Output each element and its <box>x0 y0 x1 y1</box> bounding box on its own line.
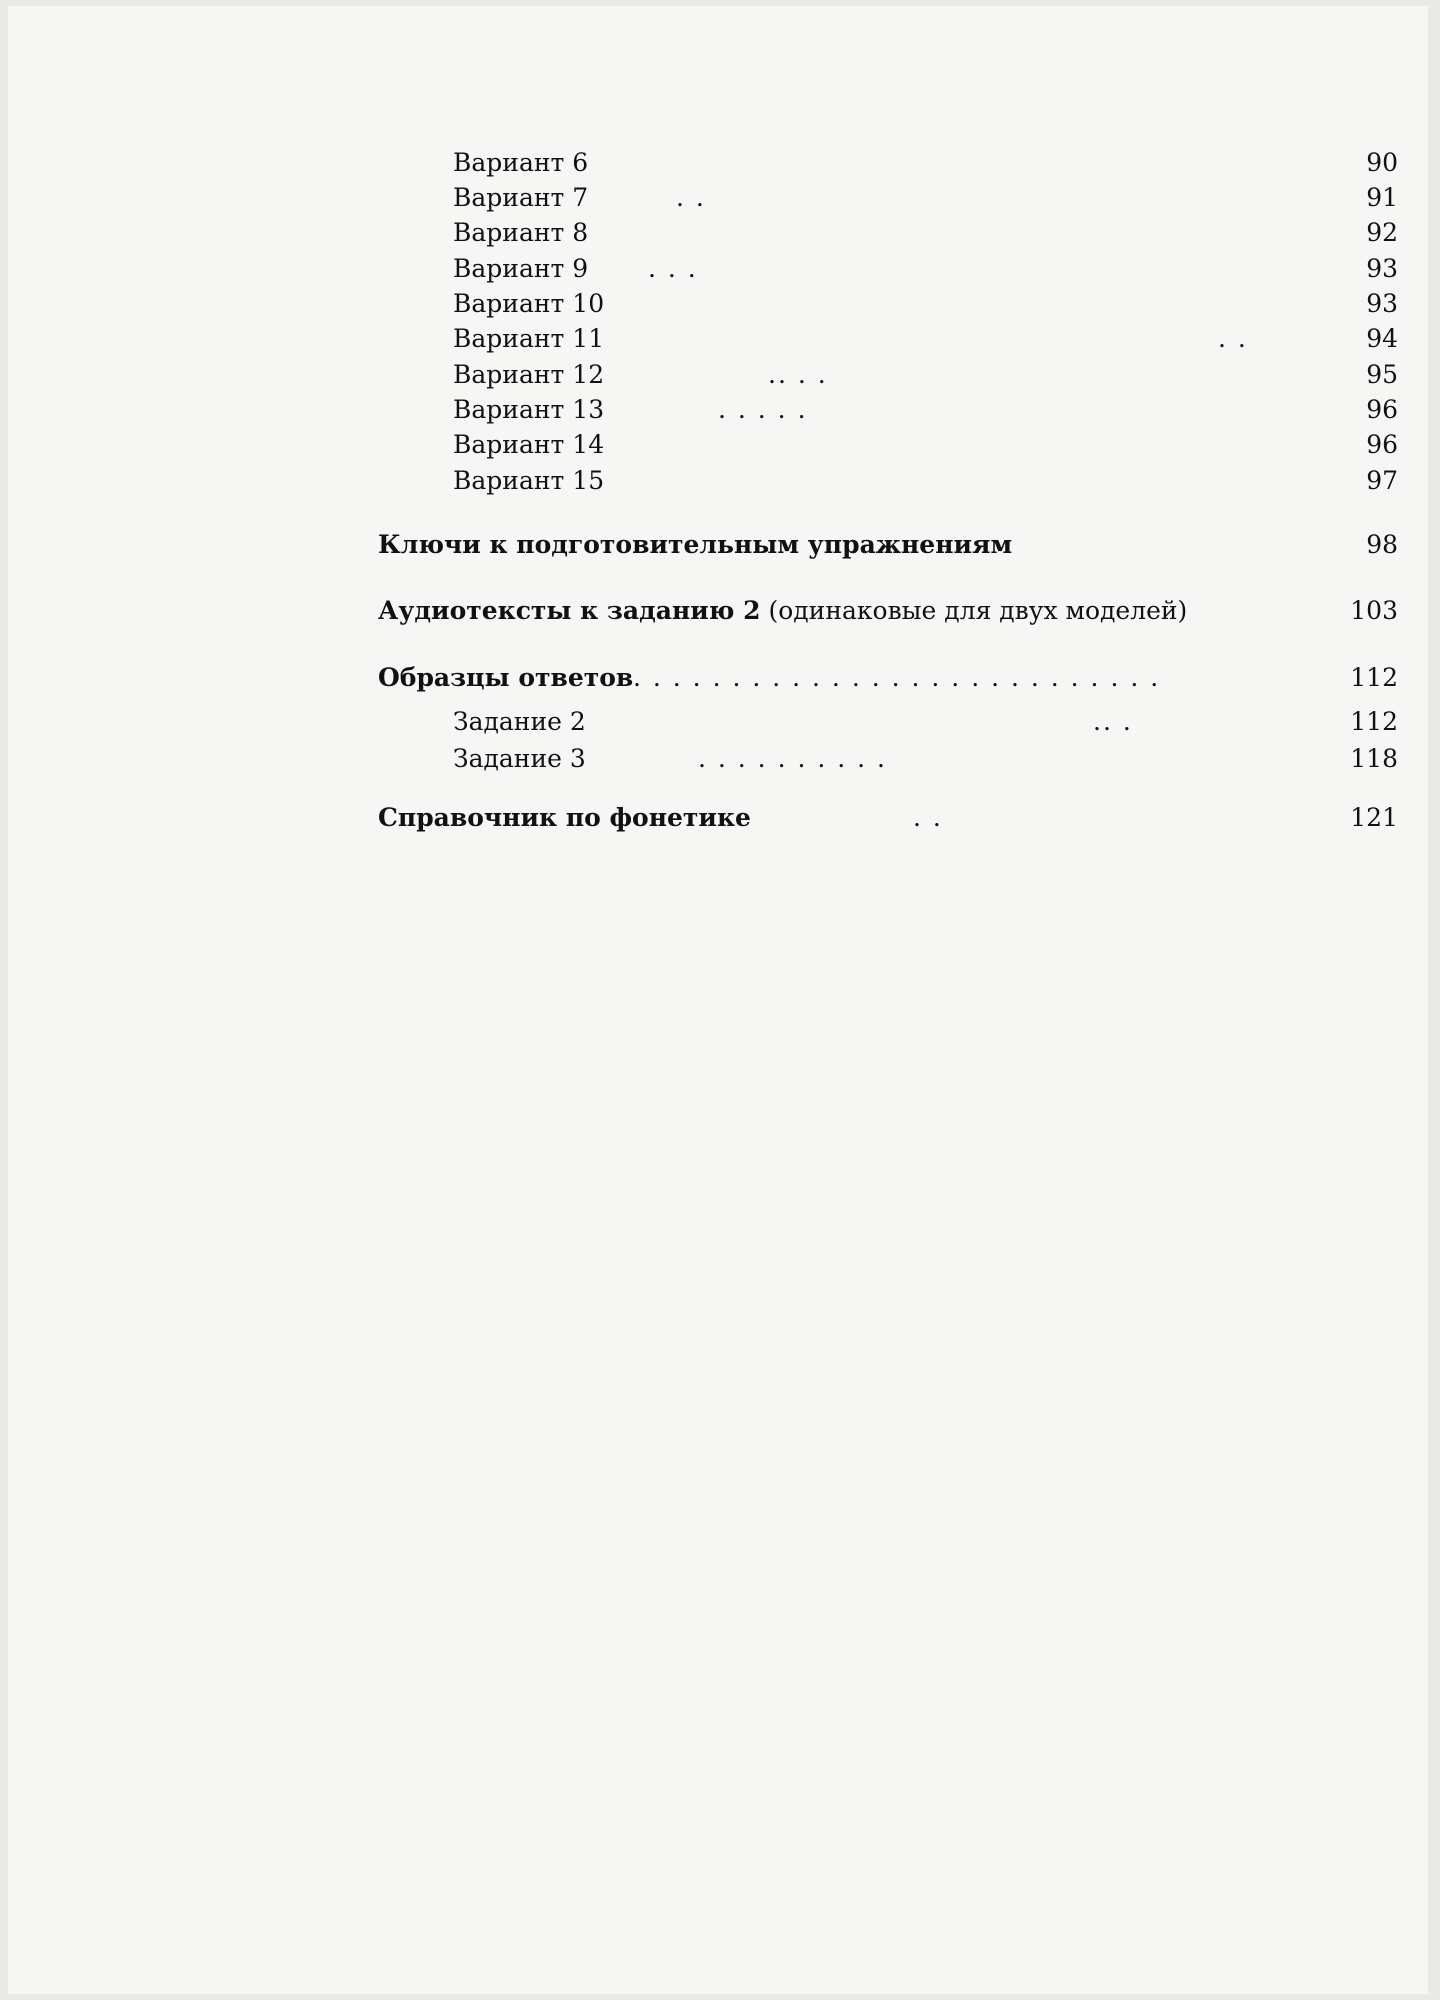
toc-entry-title: Вариант 14 <box>453 430 605 459</box>
toc-entry-title: Вариант 15 <box>453 466 605 495</box>
toc-entry-page: 90 <box>1366 148 1398 177</box>
toc-entry-title: Вариант 12 <box>453 360 605 389</box>
toc-entry-title: Вариант 9 <box>453 254 589 283</box>
toc-leader-dots: . . <box>1218 324 1248 353</box>
toc-entry-title: Справочник по фонетике <box>378 803 751 832</box>
toc-leader-dots: . . <box>913 803 943 832</box>
toc-entry-title: Ключи к подготовительным упражнениям <box>378 530 1013 559</box>
toc-entry-page: 93 <box>1366 289 1398 318</box>
toc-entry-page: 112 <box>1350 663 1398 692</box>
toc-leader-dots: . . . <box>648 254 698 283</box>
toc-entry-page: 98 <box>1366 530 1398 559</box>
toc-entry-page: 96 <box>1366 395 1398 424</box>
toc-entry-page: 94 <box>1366 324 1398 353</box>
toc-entry-title: Аудиотексты к заданию 2 (одинаковые для двух моделей) <box>378 596 1188 625</box>
toc-leader-dots: .. . <box>1093 707 1133 736</box>
toc-entry-page: 93 <box>1366 254 1398 283</box>
toc-entry-title: Вариант 8 <box>453 218 589 247</box>
toc-leader-dots: . . . . . <box>718 395 808 424</box>
toc-leader-dots: . . . . . . . . . . . . . . . . . . . . . . . . . . . <box>633 663 1161 692</box>
toc-entry-title: Вариант 7 <box>453 183 589 212</box>
toc-entry-page: 118 <box>1350 744 1398 773</box>
toc-entry-title: Задание 3 <box>453 744 586 773</box>
toc-leader-dots: . . . . . . . . . . <box>698 744 887 773</box>
toc-entry-title: Задание 2 <box>453 707 586 736</box>
toc-leader-dots: . . <box>676 183 706 212</box>
toc-entry-title: Вариант 13 <box>453 395 605 424</box>
toc-entry-title: Вариант 11 <box>453 324 605 353</box>
toc-entry-page: 112 <box>1350 707 1398 736</box>
toc-entry-title: Вариант 6 <box>453 148 589 177</box>
toc-entry-title: Вариант 10 <box>453 289 605 318</box>
toc-entry-title: Образцы ответов <box>378 663 634 692</box>
toc-entry-page: 91 <box>1366 183 1398 212</box>
book-page <box>8 6 1428 1994</box>
toc-entry-page: 92 <box>1366 218 1398 247</box>
table-of-contents <box>8 6 1428 1994</box>
toc-entry-page: 103 <box>1350 596 1398 625</box>
toc-entry-page: 97 <box>1366 466 1398 495</box>
toc-leader-dots: .. . . <box>768 360 828 389</box>
toc-entry-page: 96 <box>1366 430 1398 459</box>
toc-entry-page: 121 <box>1350 803 1398 832</box>
toc-entry-page: 95 <box>1366 360 1398 389</box>
